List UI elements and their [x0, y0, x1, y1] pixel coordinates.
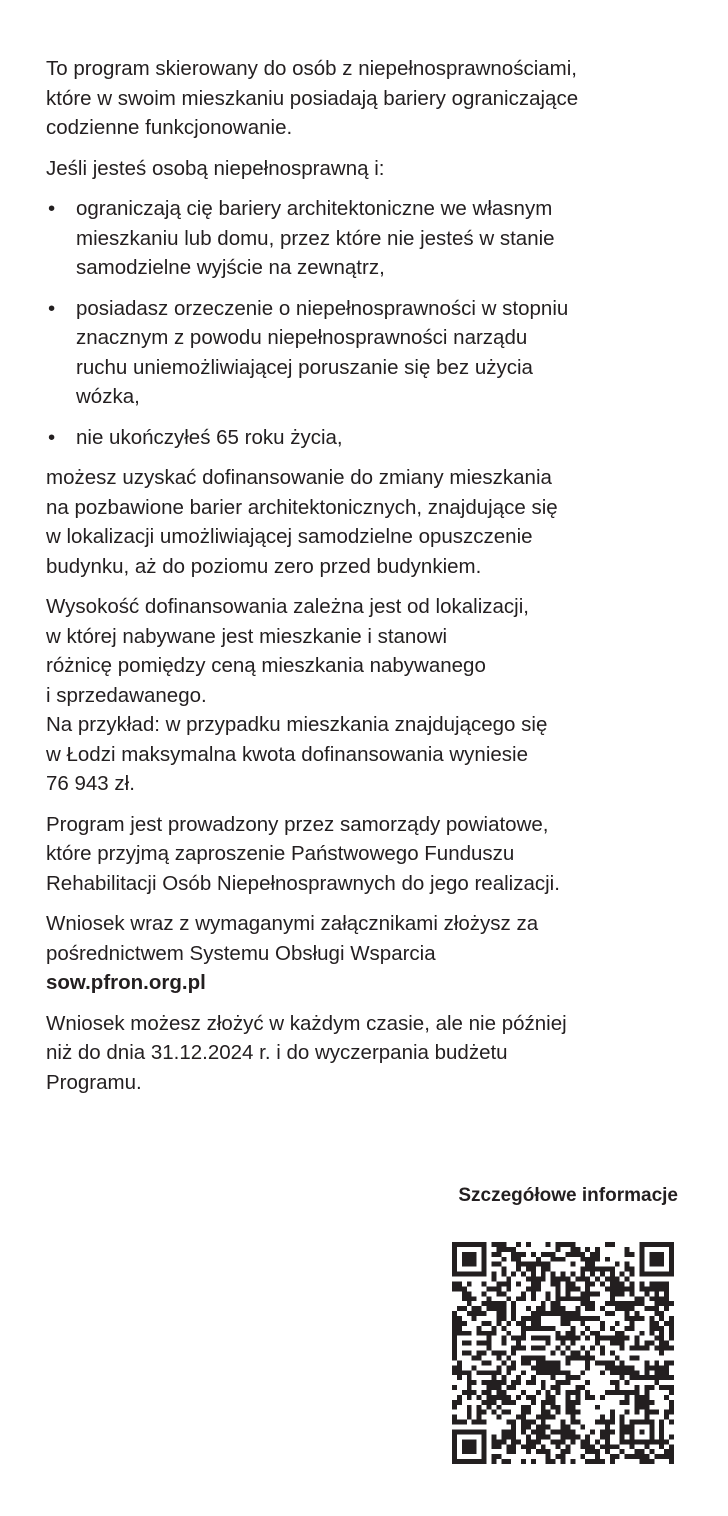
details-label: Szczegółowe informacje: [458, 1185, 678, 1206]
program-paragraph: Program jest prowadzony przez samorządy powiatowe, które przyjmą zaproszenie Państwowego Funduszu Rehabilitacji Osób Niepełnosprawnych do jego realizacji.: [46, 812, 560, 895]
condition-text: ograniczają cię bariery architektoniczne we własnym mieszkaniu lub domu, przez które nie jesteś w stanie samodzielne wyjście na zewnątrz,: [76, 197, 555, 279]
list-item: [46, 194, 686, 283]
example-paragraph: Na przykład: w przypadku mieszkania znajdującego się w Łodzi maksymalna kwota dofinansowania wyniesie 76 943 zł.: [46, 713, 548, 795]
leaflet-body: [46, 54, 686, 1108]
list-item: [46, 423, 686, 453]
lead-paragraph: Jeśli jesteś osobą niepełnosprawną i:: [46, 156, 385, 180]
conditions-list: [46, 194, 686, 452]
bullet-icon: •: [48, 425, 56, 449]
intro-paragraph: To program skierowany do osób z niepełnosprawnościami, które w swoim mieszkaniu posiadają bariery ograniczające codzienne funkcjonowanie.: [46, 57, 579, 139]
deadline-paragraph: Wniosek możesz złożyć w każdym czasie, ale nie później niż do dnia 31.12.2024 r. i do wyczerpania budżetu Programu.: [46, 1011, 567, 1094]
amount-section: [46, 592, 686, 799]
result-paragraph: możesz uzyskać dofinansowanie do zmiany mieszkania na pozbawione barier architektonicznych, znajdujące się w lokalizacji umożliwiającej samodzielne opuszczenie budynku, aż do poziomu zero przed budynkiem.: [46, 466, 558, 578]
condition-text: nie ukończyłeś 65 roku życia,: [76, 425, 343, 449]
sow-link[interactable]: sow.pfron.org.pl: [46, 971, 206, 994]
bullet-icon: •: [48, 197, 56, 220]
condition-text: posiadasz orzeczenie o niepełnosprawności w stopniu znacznym z powodu niepełnosprawności narządu ruchu uniemożliwiającej poruszanie się bez użycia wózka,: [76, 296, 569, 408]
application-section: [46, 909, 686, 998]
qr-code-icon[interactable]: [452, 1242, 674, 1464]
list-item: [46, 294, 686, 412]
amount-paragraph: Wysokość dofinansowania zależna jest od lokalizacji, w której nabywane jest mieszkanie i stanowi różnicę pomiędzy ceną mieszkania nabywanego i sprzedawanego.: [46, 595, 529, 707]
bullet-icon: •: [48, 296, 56, 320]
application-paragraph: Wniosek wraz z wymaganymi załącznikami złożysz za pośrednictwem Systemu Obsługi Wsparcia: [46, 912, 539, 965]
